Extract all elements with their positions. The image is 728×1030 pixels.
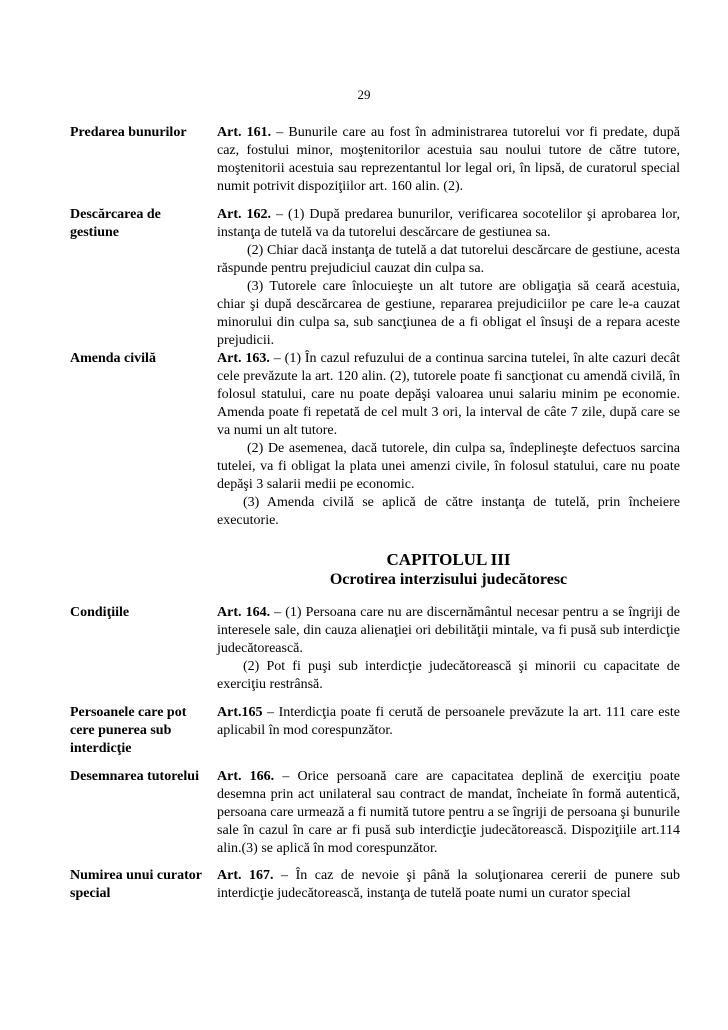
chapter-subtitle: Ocrotirea interzisului judecătoresc [329, 571, 568, 588]
article-number: Art. 162. [217, 207, 272, 222]
margin-heading: Descărcarea de gestiune [70, 207, 161, 240]
chapter-title: CAPITOLUL III [386, 550, 511, 569]
margin-heading: Persoanele care pot cere punerea sub interdicţie [70, 705, 187, 756]
article-body [217, 350, 680, 530]
paragraph: (2) De asemenea, dacă tutorele, din culpa sa, îndeplineşte defectuos sarcina tutelei, va fi obligat la plata unei amenzi civile, în folosul statului, care nu poate depăşi 3 salarii medii pe economic. [217, 441, 680, 492]
paragraph: Art. 167. – În caz de nevoie şi până la soluţionarea cererii de punere sub interdicţie judecătorească, instanţa de tutelă poate numi un curator special [217, 868, 680, 901]
paragraph: (2) Chiar dacă instanţa de tutelă a dat tutorelui descărcare de gestiune, acesta răspunde pentru prejudiciul cauzat din culpa sa. [217, 243, 680, 276]
margin-heading: Desemnarea tutorelui [70, 769, 199, 784]
article-body [217, 867, 680, 903]
paragraph: Art. 164. – (1) Persoana care nu are discernământul necesar pentru a se îngriji de interesele sale, din cauza alienaţiei ori debilităţii mintale, va fi pusă sub interdicţie judecătorească. [217, 605, 680, 656]
article-body [217, 124, 680, 196]
paragraph: Art. 166. – Orice persoană care are capacitatea deplină de exerciţiu poate desemna prin act unilateral sau contract de mandat, încheiate în formă autentică, persoana care urmează a fi numită tutore pentru a se îngriji de persoana şi bunurile sale în cazul în care ar fi pusă sub interdicţie judecătorească. Dispoziţiile art.114 alin.(3) se aplică în mod corespunzător. [217, 769, 680, 856]
page-number: 29 [357, 87, 371, 102]
chapter-heading [217, 550, 680, 590]
article-number: Art. 163. [217, 351, 270, 366]
article-number: Art. 166. [217, 769, 275, 784]
margin-heading: Predarea bunurilor [70, 125, 187, 140]
article-number: Art. 167. [217, 868, 274, 883]
paragraph: Art. 162. – (1) După predarea bunurilor, verificarea socotelilor şi aprobarea lor, instanţa de tutelă va da tutorelui descărcare de gestiunea sa. [217, 207, 680, 240]
paragraph: (2) Pot fi puşi sub interdicţie judecătorească şi minorii cu capacitate de exerciţiu restrânsă. [217, 659, 680, 692]
article-body [217, 768, 680, 858]
paragraph: (3) Amenda civilă se aplică de către instanţa de tutelă, prin încheiere executorie. [217, 495, 680, 528]
paragraph: Art.165 – Interdicţia poate fi cerută de persoanele prevăzute la art. 111 care este aplicabil în mod corespunzător. [217, 705, 680, 738]
margin-heading: Condiţiile [70, 605, 130, 620]
margin-heading: Amenda civilă [70, 351, 156, 366]
article-number: Art. 161. [217, 125, 272, 140]
article-number: Art. 164. [217, 605, 271, 620]
article-body [217, 206, 680, 350]
paragraph: Art. 163. – (1) În cazul refuzului de a continua sarcina tutelei, în alte cazuri decât cele prevăzute la art. 120 alin. (2), tutorele poate fi sancţionat cu amendă civilă, în folosul statului, care nu poate depăşi valoarea unui salariu minim pe economie. Amenda poate fi repetată de cel mult 3 ori, la interval de câte 7 zile, după care se va numi un alt tutore. [217, 351, 680, 438]
article-body [217, 604, 680, 694]
paragraph: Art. 161. – Bunurile care au fost în administrarea tutorelui vor fi predate, după caz, fostului minor, moştenitorilor acestuia sau noului tutore de către tutore, moştenitorii acestuia sau reprezentantul lor legal ori, în lipsă, de curatorul special numit potrivit dispoziţiilor art. 160 alin. (2). [217, 125, 680, 194]
margin-heading: Numirea unui curator special [70, 868, 202, 901]
article-number: Art.165 [217, 705, 263, 720]
paragraph: (3) Tutorele care înlocuieşte un alt tutore are obligaţia să ceară acestuia, chiar şi după descărcarea de gestiune, repararea prejudiciilor pe care le-a cauzat minorului din culpa sa, sub sancţiunea de a fi obligat el însuşi de a repara aceste prejudicii. [217, 279, 680, 348]
article-body [217, 704, 680, 740]
